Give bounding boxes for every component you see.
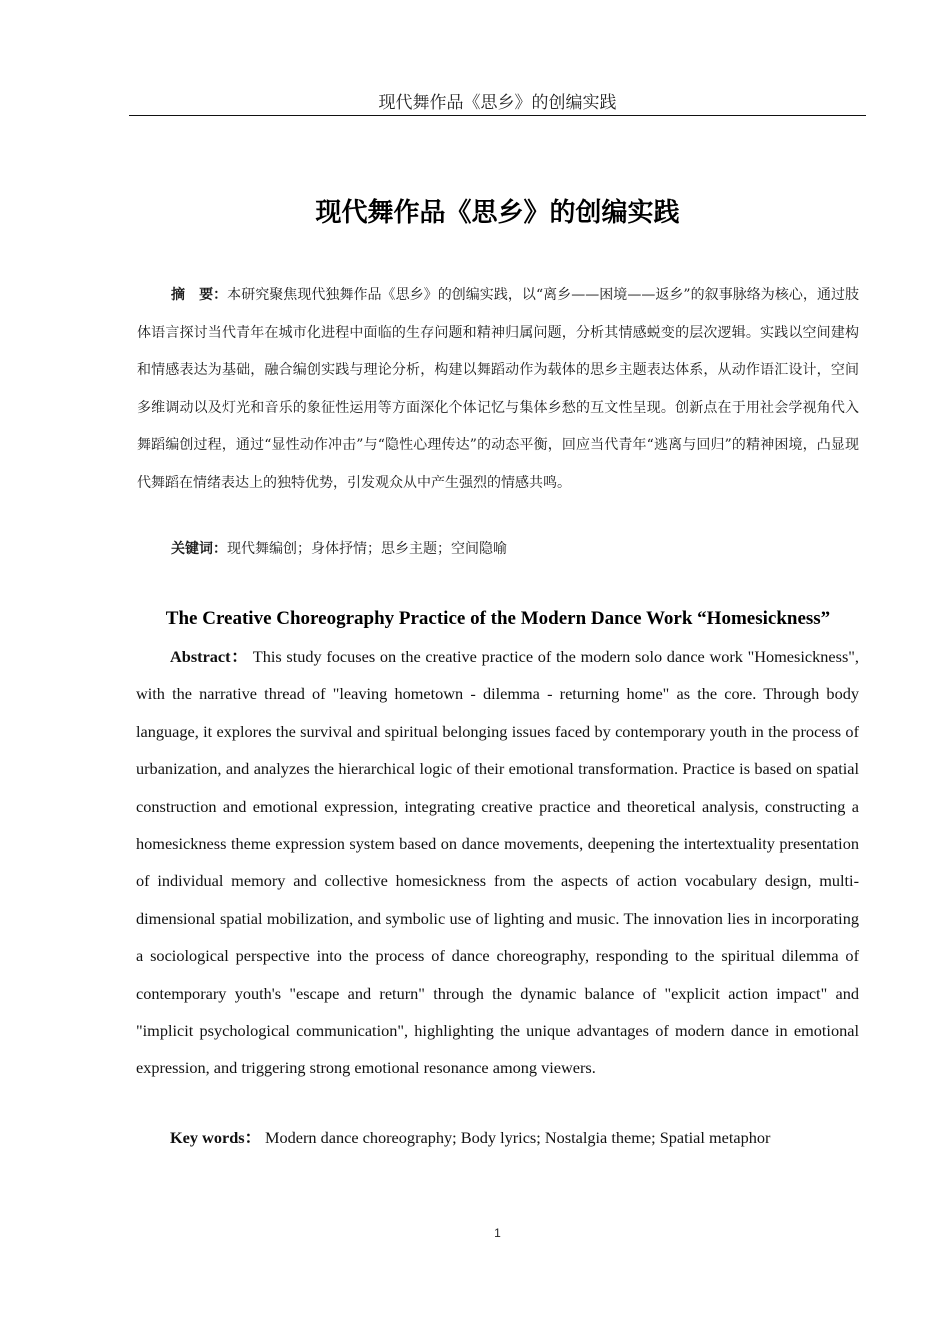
en-keywords-text: Modern dance choreography; Body lyrics; Nostalgia theme; Spatial metaphor bbox=[264, 1128, 771, 1147]
en-keywords-label: Key words： bbox=[170, 1128, 261, 1147]
cn-keywords bbox=[137, 535, 859, 563]
cn-abstract-text: 本研究聚焦现代独舞作品《思乡》的创编实践，以“离乡——困境——返乡”的叙事脉络为核心，通过肢体语言探讨当代青年在城市化进程中面临的生存问题和精神归属问题，分析其情感蜕变的层次逻辑。实践以空间建构和情感表达为基础，融合编创实践与理论分析，构建以舞蹈动作为载体的思乡主题表达体系，从动作语汇设计，空间多维调动以及灯光和音乐的象征性运用等方面深化个体记忆与集体乡愁的互文性呈现。创新点在于用社会学视角代入舞蹈编创过程，通过“显性动作冲击”与“隐性心理传达”的动态平衡，回应当代青年“逃离与回归”的精神困境，凸显现代舞蹈在情绪表达上的独特优势，引发观众从中产生强烈的情感共鸣。 bbox=[137, 287, 860, 491]
en-abstract-text: This study focuses on the creative practice of the modern solo dance work "Homesickness", with the narrative thread of "leaving hometown - dilemma - returning home" as the core. Through body language, it explores the survival and spiritual belonging issues faced by contemporary youth in the process of urbanization, and analyzes the hierarchical logic of their emotional transformation. Practice is based on spatial construction and emotional expression, integrating creative practice and theoretical analysis, constructing a homesickness theme expression system based on dance movements, deepening the intertextuality presentation of individual memory and collective homesickness from the aspects of action vocabulary design, multi-dimensional spatial mobilization, and symbolic use of lighting and music. The innovation lies in incorporating a sociological perspective into the process of dance choreography, responding to the spiritual dilemma of contemporary youth's "escape and return" through the dynamic balance of "explicit action impact" and "implicit psychological communication", highlighting the unique advantages of modern dance in emotional expression, and triggering strong emotional resonance among viewers. bbox=[136, 647, 860, 1078]
en-abstract bbox=[136, 638, 859, 1087]
en-abstract-label: Abstract： bbox=[170, 647, 249, 666]
en-keywords bbox=[136, 1124, 859, 1152]
english-title: The Creative Choreography Practice of the Modern Dance Work “Homesickness” bbox=[165, 608, 831, 629]
page-title: 现代舞作品《思乡》的创编实践 bbox=[315, 198, 680, 228]
cn-abstract bbox=[137, 277, 859, 502]
running-header: 现代舞作品《思乡》的创编实践 bbox=[378, 93, 617, 113]
cn-keywords-label: 关键词： bbox=[171, 541, 227, 557]
cn-abstract-label: 摘 要： bbox=[171, 287, 228, 303]
page-number: 1 bbox=[494, 1226, 501, 1240]
header-rule bbox=[129, 115, 866, 116]
cn-keywords-text: 现代舞编创；身体抒情；思乡主题；空间隐喻 bbox=[227, 541, 507, 557]
